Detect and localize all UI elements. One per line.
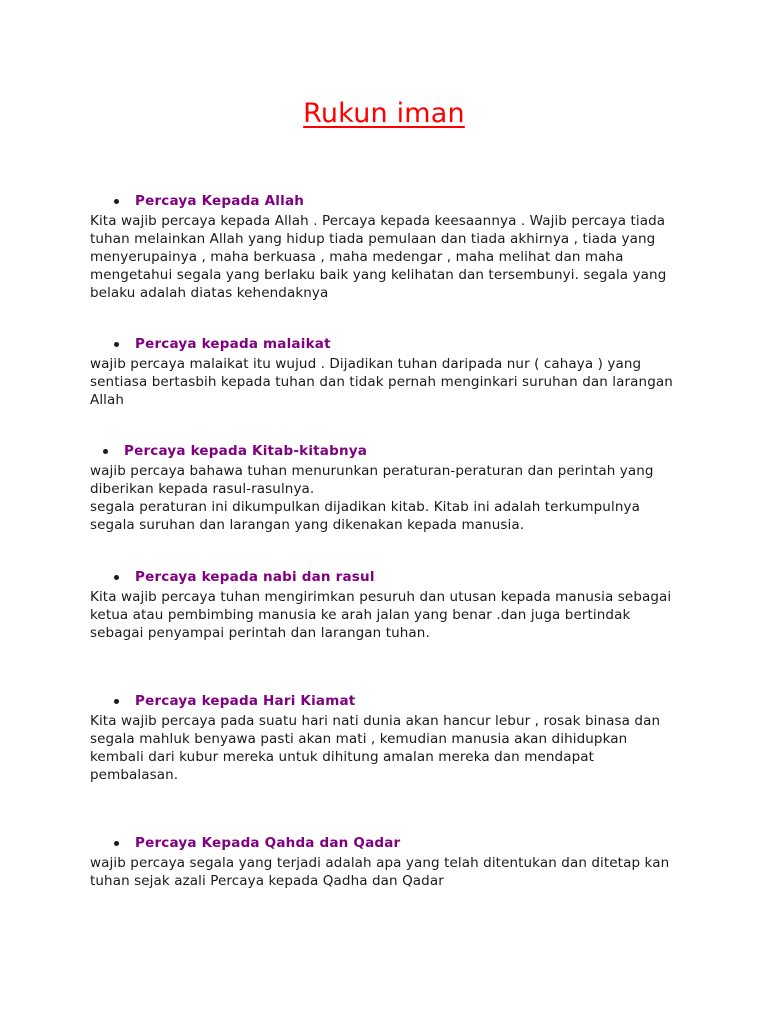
body-line: mengetahui segala yang berlaku baik yang kelihatan dan tersembunyi. segala yang [90, 267, 667, 283]
bullet-icon [114, 575, 119, 580]
section-percaya-kepada-nabi [90, 568, 690, 642]
body-line: segala mahluk benyawa pasti akan mati , kemudian manusia akan dihidupkan [90, 731, 628, 747]
bullet-icon [114, 699, 119, 704]
heading-text: Percaya Kepada Qahda dan Qadar [135, 835, 401, 851]
body-line: belaku adalah diatas kehendaknya [90, 285, 329, 301]
heading-text: Percaya kepada malaikat [135, 336, 331, 352]
section-percaya-kepada-allah [90, 192, 690, 302]
body-line: diberikan kepada rasul-rasulnya. [90, 481, 315, 497]
bullet-icon [114, 199, 119, 204]
section-heading [90, 442, 690, 460]
section-heading [90, 568, 690, 586]
body-line: wajib percaya segala yang terjadi adalah apa yang telah ditentukan dan ditetap kan [90, 855, 670, 871]
body-line: kembali dari kubur mereka untuk dihitung amalan mereka dan mendapat [90, 749, 595, 765]
section-percaya-kepada-qadha-qadar [90, 834, 690, 890]
body-line: menyerupainya , maha berkuasa , maha medengar , maha melihat dan maha [90, 249, 624, 265]
section-percaya-kepada-hari-kiamat [90, 692, 690, 784]
section-percaya-kepada-malaikat [90, 335, 690, 409]
section-heading [90, 335, 690, 353]
body-line: Kita wajib percaya pada suatu hari nati dunia akan hancur lebur , rosak binasa dan [90, 713, 661, 729]
section-heading [90, 692, 690, 710]
bullet-icon [114, 342, 119, 347]
section-heading [90, 834, 690, 852]
body-line: pembalasan. [90, 767, 179, 783]
body-line: wajib percaya bahawa tuhan menurunkan peraturan-peraturan dan perintah yang [90, 463, 654, 479]
body-line: sebagai penyampai perintah dan larangan tuhan. [90, 625, 430, 641]
body-line: tuhan melainkan Allah yang hidup tiada pemulaan dan tiada akhirnya , tiada yang [90, 231, 656, 247]
heading-text: Percaya Kepada Allah [135, 193, 305, 209]
heading-text: Percaya kepada Kitab-kitabnya [124, 443, 368, 459]
page-title: Rukun iman [303, 98, 465, 129]
bullet-icon [114, 841, 119, 846]
body-line: Allah [90, 392, 125, 408]
body-line: wajib percaya malaikat itu wujud . Dijadikan tuhan daripada nur ( cahaya ) yang [90, 356, 642, 372]
body-line: Kita wajib percaya kepada Allah . Percaya kepada keesaannya . Wajib percaya tiada [90, 213, 666, 229]
section-heading [90, 192, 690, 210]
body-line: sentiasa bertasbih kepada tuhan dan tidak pernah menginkari suruhan dan larangan [90, 374, 673, 390]
bullet-icon [103, 449, 108, 454]
body-line: segala peraturan ini dikumpulkan dijadikan kitab. Kitab ini adalah terkumpulnya [90, 499, 640, 515]
body-line: ketua atau pembimbing manusia ke arah jalan yang benar .dan juga bertindak [90, 607, 631, 623]
body-line: tuhan sejak azali Percaya kepada Qadha dan Qadar [90, 873, 444, 889]
heading-text: Percaya kepada Hari Kiamat [135, 693, 356, 709]
heading-text: Percaya kepada nabi dan rasul [135, 569, 375, 585]
body-line: Kita wajib percaya tuhan mengirimkan pesuruh dan utusan kepada manusia sebagai [90, 589, 672, 605]
body-line: segala suruhan dan larangan yang dikenakan kepada manusia. [90, 517, 525, 533]
section-percaya-kepada-kitab [90, 442, 690, 534]
